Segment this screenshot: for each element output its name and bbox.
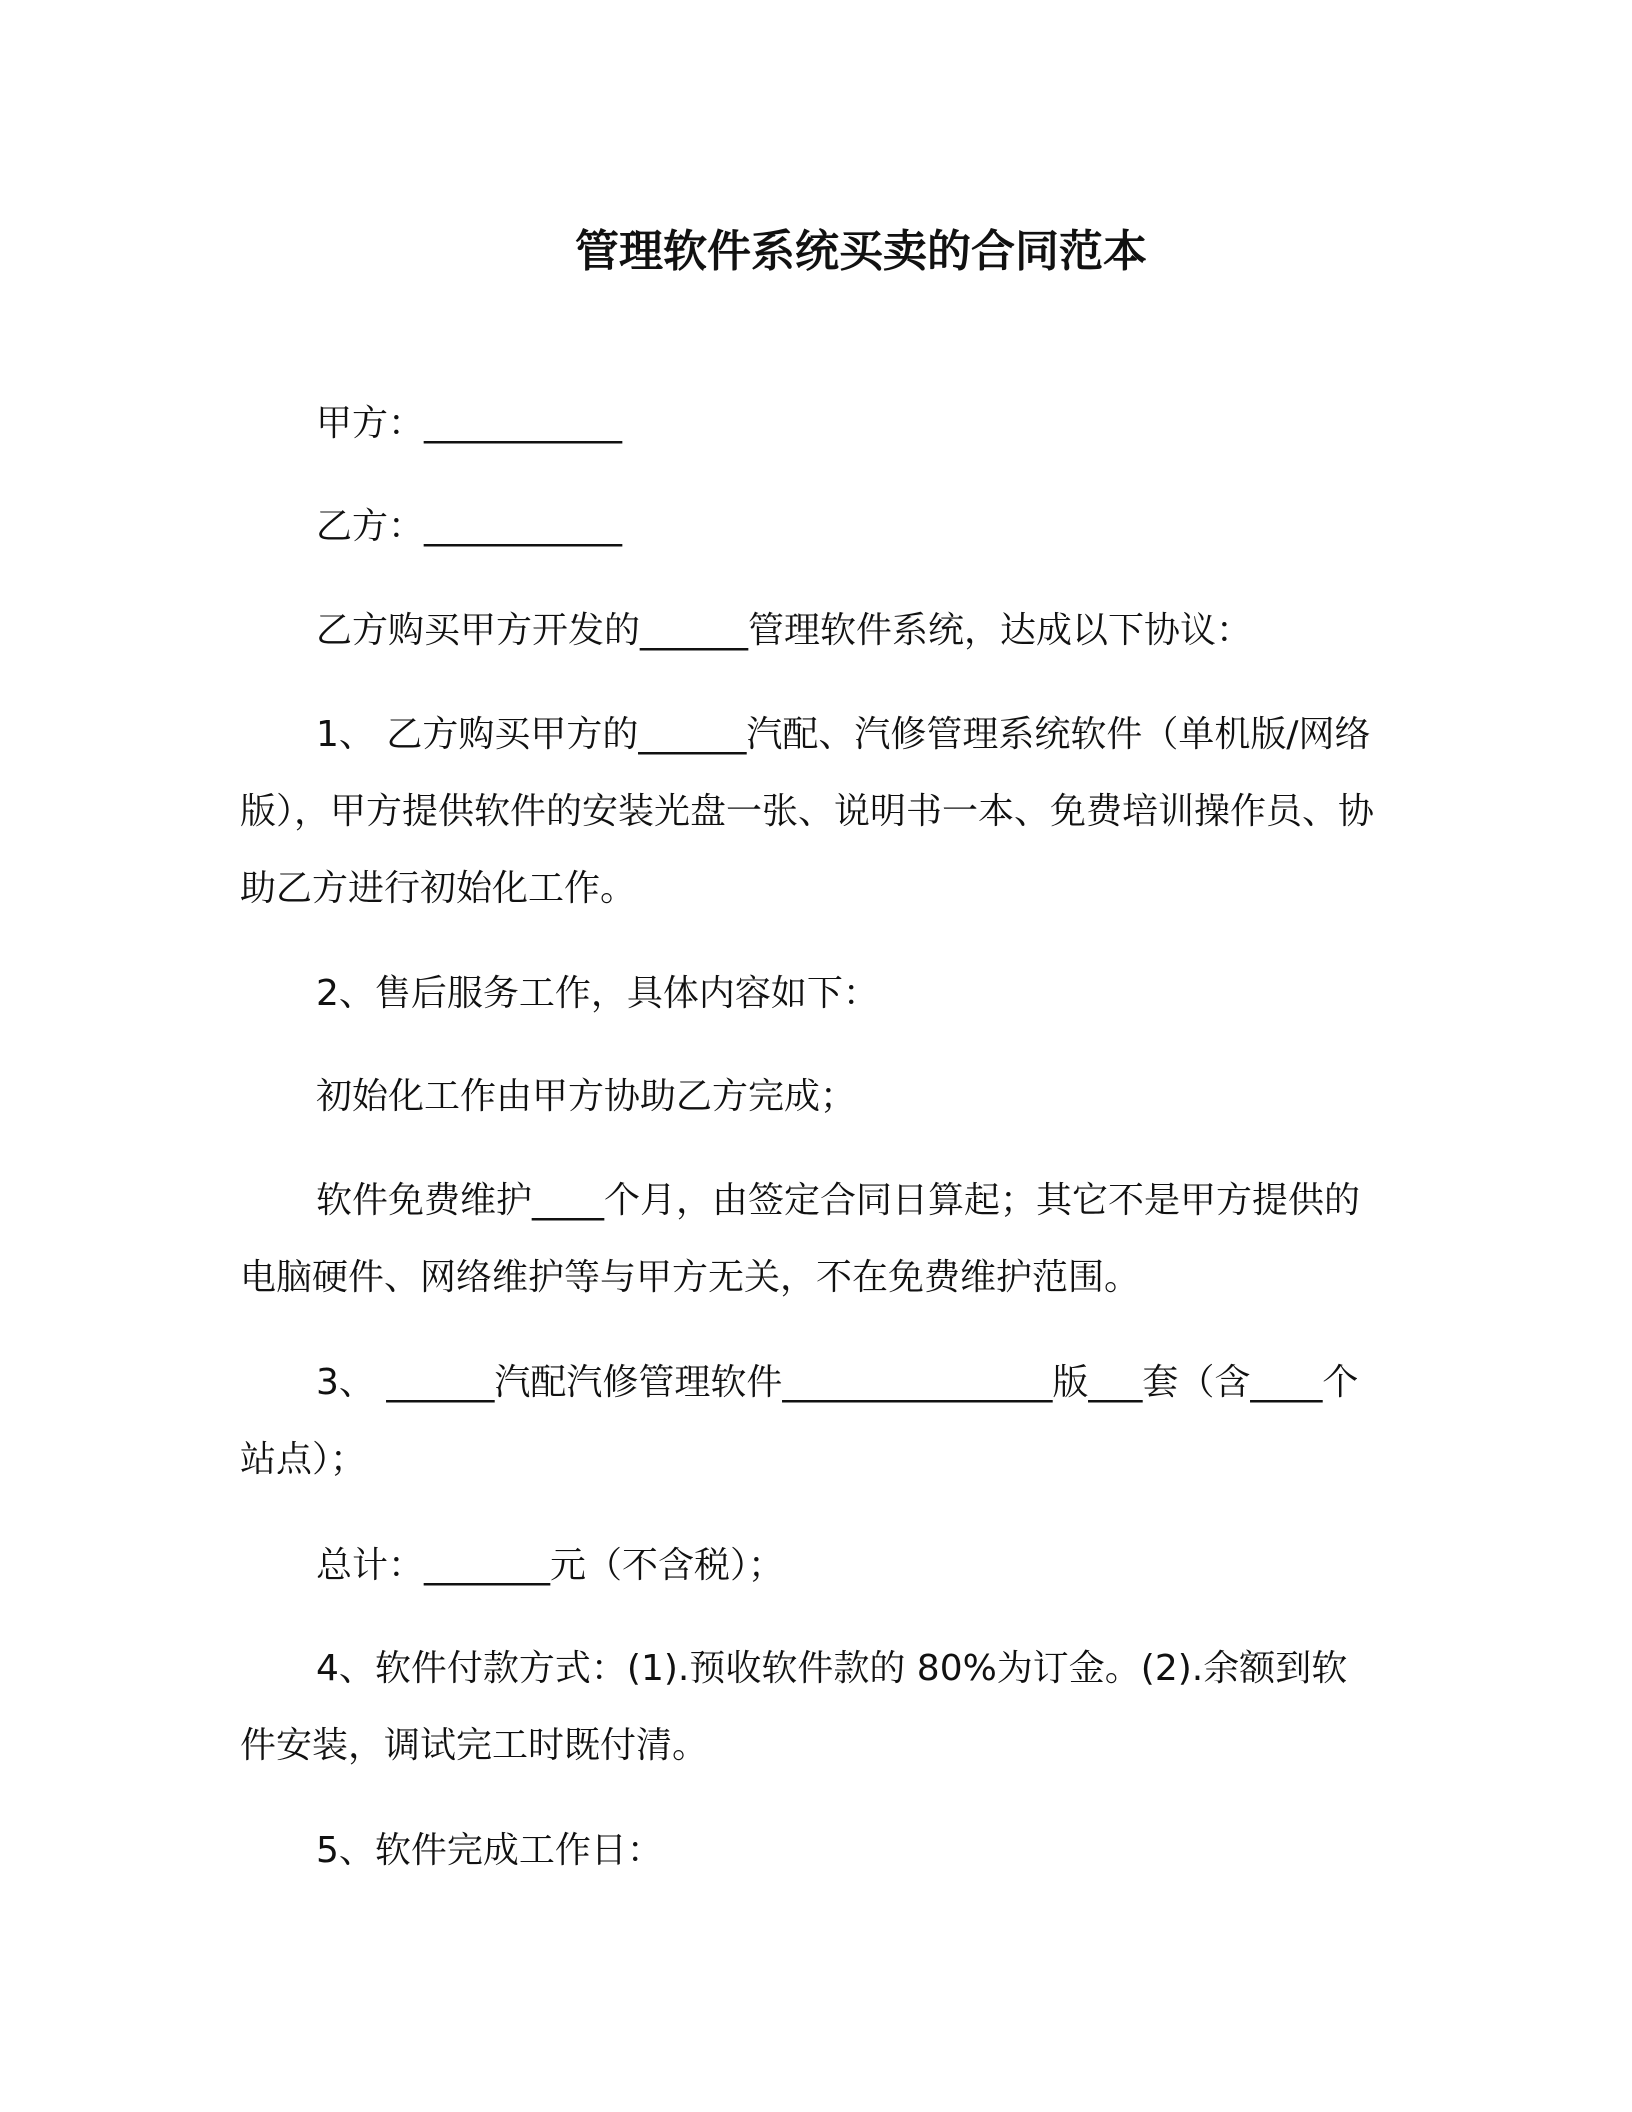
clause-3-total: 总计：_______元（不含税）； xyxy=(316,1545,785,1586)
document-title: 管理软件系统买卖的合同范本 xyxy=(575,226,1147,277)
clause-4: 4、软件付款方式：(1).预收软件款的 80%为订金。(2).余额到软件安装，调试完工时既付清。 xyxy=(240,1648,1348,1766)
party-a-line: 甲方：___________ xyxy=(316,403,623,444)
clause-2-maintenance: 软件免费维护____个月，由签定合同日算起；其它不是甲方提供的电脑硬件、网络维护等与甲方无关，不在免费维护范围。 xyxy=(240,1180,1361,1298)
party-b-line: 乙方：___________ xyxy=(316,506,623,547)
clause-5: 5、软件完成工作日： xyxy=(316,1830,663,1871)
clause-2-init-work: 初始化工作由甲方协助乙方完成； xyxy=(316,1076,857,1117)
clause-2: 2、售后服务工作，具体内容如下： xyxy=(316,973,879,1014)
clause-1: 1、 乙方购买甲方的______汽配、汽修管理系统软件（单机版/网络版），甲方提供软件的安装光盘一张、说明书一本、免费培训操作员、协助乙方进行初始化工作。 xyxy=(240,714,1375,909)
intro-paragraph: 乙方购买甲方开发的______管理软件系统，达成以下协议： xyxy=(316,610,1253,651)
clause-3: 3、 ______汽配汽修管理软件_______________版___套（含____个站点）； xyxy=(240,1362,1359,1480)
